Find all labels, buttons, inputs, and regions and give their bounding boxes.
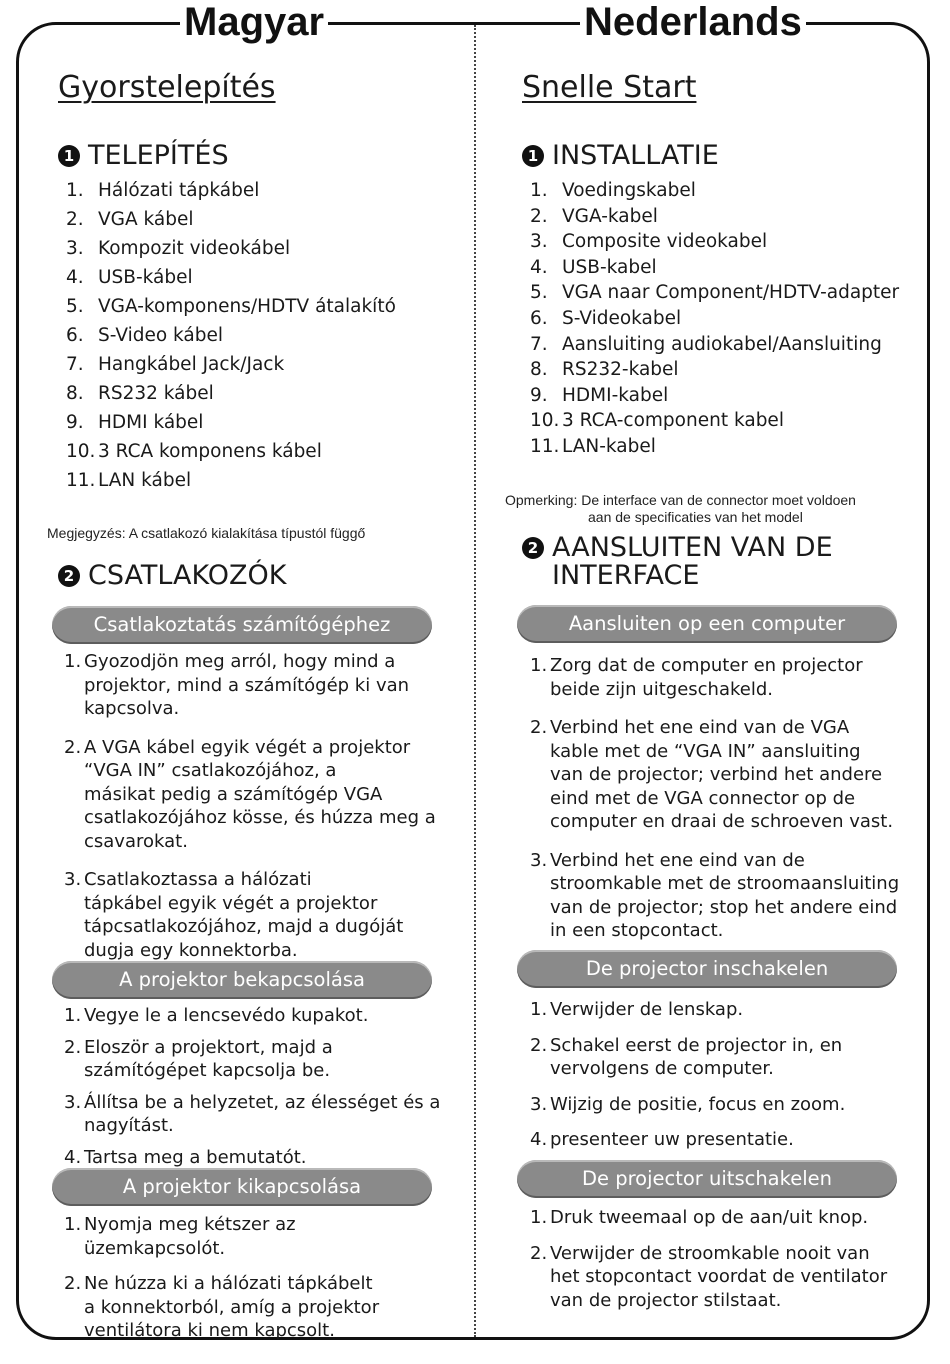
step-text-line: Állítsa be a helyzetet, az élességet és a	[84, 1091, 441, 1113]
step-number: 2.	[64, 736, 82, 758]
step-item	[530, 1242, 887, 1313]
list-item-number: 10.	[530, 410, 560, 432]
page-title: Snelle Start	[522, 70, 697, 105]
list-item-text: RS232-kabel	[562, 359, 679, 381]
list-item	[530, 180, 696, 201]
section-heading-install	[522, 142, 719, 170]
section-number-badge: 2	[522, 537, 544, 559]
list-item-text: HDMI kábel	[98, 412, 204, 433]
step-text-line: számítógépet kapcsolja be.	[84, 1060, 331, 1081]
list-item-text: S-Videokabel	[562, 308, 682, 329]
step-text	[84, 736, 436, 854]
step-text-line: Druk tweemaal op de aan/uit knop.	[550, 1207, 869, 1228]
step-text	[84, 1272, 379, 1343]
list-item-number: 7.	[66, 354, 84, 375]
step-text-line: ventilátora ki nem kapcsolt.	[84, 1320, 335, 1341]
list-item-number: 3.	[66, 238, 84, 259]
step-number: 1.	[530, 999, 548, 1020]
step-text-line: másikat pedig a számítógép VGA	[84, 783, 383, 805]
list-item	[530, 359, 679, 380]
step-number: 1.	[64, 651, 82, 672]
step-item	[530, 654, 863, 701]
step-text-line: Tartsa meg a bemutatót.	[84, 1146, 307, 1168]
list-item	[66, 441, 322, 462]
note-text-line-2: aan de specificaties van het model	[588, 509, 803, 525]
list-item	[66, 383, 214, 404]
step-item	[64, 736, 436, 854]
page-title: Gyorstelepítés	[58, 70, 276, 105]
step-item	[64, 1146, 307, 1170]
list-item-number: 4.	[66, 267, 84, 288]
list-item-number: 1.	[66, 180, 84, 201]
list-item-number: 1.	[530, 180, 548, 201]
list-item-number: 5.	[530, 282, 548, 304]
step-text	[84, 1213, 296, 1260]
step-text-line: Verbind het ene eind van de VGA	[550, 717, 850, 738]
list-item	[66, 470, 191, 491]
list-item-text: LAN-kabel	[562, 436, 656, 457]
subheading-bar-computer: Csatlakoztatás számítógéphez	[52, 606, 432, 644]
step-number: 1.	[530, 1207, 548, 1228]
step-text-line: tápcsatlakozójához, majd a dugóját	[84, 916, 404, 937]
step-text-line: csavarokat.	[84, 830, 188, 852]
list-item-text: VGA kábel	[98, 209, 194, 230]
step-item	[64, 1004, 368, 1028]
step-text	[84, 650, 409, 721]
list-item	[530, 334, 882, 355]
section-heading-connectors	[58, 562, 286, 590]
section-number-badge: 1	[522, 145, 544, 167]
step-number: 2.	[530, 1034, 548, 1056]
list-item-number: 10.	[66, 441, 96, 462]
list-item	[530, 257, 657, 278]
step-text-line: Eloször a projektort, majd a	[84, 1036, 333, 1058]
list-item-number: 6.	[530, 308, 548, 329]
list-item	[530, 385, 668, 406]
subheading-bar-power-off: A projektor kikapcsolása	[52, 1168, 432, 1206]
step-number: 3.	[64, 1091, 82, 1113]
step-number: 1.	[530, 655, 548, 676]
section-number-badge: 1	[58, 145, 80, 167]
list-item	[530, 206, 658, 227]
step-item	[64, 1036, 333, 1083]
step-item	[64, 1213, 296, 1260]
step-text-line: “VGA IN” csatlakozójához, a	[84, 760, 337, 781]
step-number: 4.	[530, 1129, 548, 1150]
step-number: 3.	[530, 1093, 548, 1115]
section-heading-text: TELEPÍTÉS	[88, 140, 229, 171]
step-text	[550, 1242, 887, 1313]
list-item-number: 6.	[66, 325, 84, 346]
step-item	[530, 849, 899, 943]
section-heading-text: INSTALLATIE	[552, 140, 719, 171]
subheading-bar-power-on: A projektor bekapcsolása	[52, 961, 432, 999]
step-text-line: van de projector; stop het andere eind	[550, 896, 898, 918]
step-number: 2.	[64, 1036, 82, 1058]
step-text-line: eind met de VGA connector op de	[550, 787, 856, 809]
step-text	[550, 849, 899, 943]
step-text	[550, 1128, 794, 1152]
step-text-line: Verbind het ene eind van de	[550, 849, 805, 871]
step-text-line: tápkábel egyik végét a projektor	[84, 892, 378, 914]
step-item	[530, 1206, 868, 1230]
step-text-line: projektor, mind a számítógép ki van	[84, 674, 410, 696]
step-text-line: computer en draai de schroeven vast.	[550, 811, 894, 832]
list-item-text: HDMI-kabel	[562, 384, 669, 406]
list-item-number: 2.	[530, 205, 548, 227]
list-item-text: VGA naar Component/HDTV-adapter	[562, 282, 900, 304]
list-item	[66, 296, 396, 317]
section-heading-interface	[522, 534, 833, 590]
list-item	[530, 231, 767, 252]
section-number-badge: 2	[58, 565, 80, 587]
step-item	[530, 716, 893, 834]
note-text-line-1: Opmerking: De interface van de connector moet voldoen	[505, 492, 856, 508]
list-item	[530, 410, 784, 431]
list-item-number: 5.	[66, 296, 84, 317]
list-item-text: S-Video kábel	[98, 325, 224, 346]
list-item-text: VGA-komponens/HDTV átalakító	[98, 296, 396, 317]
step-text-line: kable met de “VGA IN” aansluiting	[550, 740, 861, 762]
step-text-line: nagyítást.	[84, 1115, 174, 1136]
list-item-text: Kompozit videokábel	[98, 238, 291, 259]
list-item-text: Aansluiting audiokabel/Aansluiting	[562, 333, 882, 355]
subheading-bar-power-off: De projector uitschakelen	[517, 1160, 897, 1198]
step-text	[550, 654, 863, 701]
list-item-number: 7.	[530, 333, 548, 355]
step-text	[84, 1004, 368, 1028]
list-item-text: RS232 kábel	[98, 383, 214, 404]
step-number: 1.	[64, 1214, 82, 1235]
step-text-line: Csatlakoztassa a hálózati	[84, 869, 312, 890]
list-item-text: USB-kábel	[98, 267, 193, 288]
list-item-number: 9.	[66, 412, 84, 433]
step-number: 2.	[530, 1242, 548, 1264]
list-item-number: 8.	[66, 383, 84, 404]
list-item	[530, 282, 899, 303]
list-item-number: 4.	[530, 256, 548, 278]
step-text	[550, 1206, 868, 1230]
step-number: 4.	[64, 1146, 82, 1168]
language-label-hungarian: Magyar	[180, 0, 328, 44]
step-text-line: Vegye le a lencsevédo kupakot.	[84, 1005, 369, 1026]
list-item-text: Hangkábel Jack/Jack	[98, 354, 285, 375]
subheading-bar-power-on: De projector inschakelen	[517, 950, 897, 988]
list-item-number: 11.	[530, 436, 560, 457]
step-text-line: Verwijder de stroomkable nooit van	[550, 1242, 870, 1264]
step-text-line: beide zijn uitgeschakeld.	[550, 678, 773, 700]
list-item-number: 8.	[530, 359, 548, 381]
list-item-text: VGA-kabel	[562, 205, 658, 227]
step-number: 2.	[64, 1273, 82, 1294]
step-number: 1.	[64, 1005, 82, 1026]
list-item-text: Voedingskabel	[562, 180, 696, 201]
step-text-line: het stopcontact voordat de ventilator	[550, 1266, 888, 1287]
step-text-line: Wijzig de positie, focus en zoom.	[550, 1093, 846, 1115]
step-text	[84, 1091, 440, 1138]
list-item-text: USB-kabel	[562, 256, 657, 278]
step-text-line: Ne húzza ki a hálózati tápkábelt	[84, 1273, 373, 1294]
step-text-line: Nyomja meg kétszer az	[84, 1214, 296, 1235]
list-item-text: Composite videokabel	[562, 231, 768, 253]
list-item-number: 11.	[66, 470, 96, 491]
section-heading-install	[58, 142, 229, 170]
step-text-line: van de projector; verbind het andere	[550, 764, 883, 785]
step-text	[84, 868, 403, 962]
list-item-text: 3 RCA komponens kábel	[98, 441, 322, 462]
list-item	[530, 308, 681, 329]
list-item	[66, 238, 290, 259]
step-text-line: Schakel eerst de projector in, en	[550, 1034, 843, 1056]
step-text-line: dugja egy konnektorba.	[84, 939, 298, 961]
list-item	[66, 209, 194, 230]
step-text-line: van de projector stilstaat.	[550, 1289, 782, 1311]
step-text-line: a konnektorból, amíg a projektor	[84, 1296, 380, 1318]
section-heading-text: CSATLAKOZÓK	[88, 560, 287, 591]
step-item	[64, 868, 403, 962]
step-text-line: A VGA kábel egyik végét a projektor	[84, 736, 411, 758]
column-divider	[474, 25, 476, 1337]
section-heading-text-line-2: INTERFACE	[552, 560, 700, 591]
step-number: 3.	[530, 849, 548, 871]
step-text-line: in een stopcontact.	[550, 920, 724, 941]
step-text-line: kapcsolva.	[84, 698, 180, 719]
step-text-line: Verwijder de lenskap.	[550, 999, 744, 1020]
step-text-line: vervolgens de computer.	[550, 1058, 774, 1079]
step-text	[550, 1093, 845, 1117]
list-item-number: 3.	[530, 231, 548, 253]
language-label-dutch: Nederlands	[580, 0, 806, 44]
step-text-line: Zorg dat de computer en projector	[550, 655, 863, 676]
list-item	[66, 354, 284, 375]
list-item	[66, 267, 193, 288]
step-text-line: üzemkapcsolót.	[84, 1237, 226, 1259]
step-text-line: stroomkable met de stroomaansluiting	[550, 873, 900, 894]
step-item	[530, 998, 743, 1022]
note-text: Megjegyzés: A csatlakozó kialakítása típustól függő	[47, 525, 366, 541]
step-item	[530, 1128, 794, 1152]
step-text	[84, 1036, 333, 1083]
step-text-line: Gyozodjön meg arról, hogy mind a	[84, 651, 396, 672]
step-text-line: presenteer uw presentatie.	[550, 1129, 794, 1150]
list-item	[530, 436, 656, 457]
list-item-number: 9.	[530, 384, 548, 406]
list-item-text: Hálózati tápkábel	[98, 180, 260, 201]
step-item	[530, 1093, 845, 1117]
step-text	[550, 716, 893, 834]
list-item	[66, 180, 259, 201]
list-item	[66, 412, 203, 433]
list-item	[66, 325, 223, 346]
step-item	[64, 1272, 379, 1343]
section-heading-text-line-1: AANSLUITEN VAN DE	[552, 532, 833, 563]
step-text	[84, 1146, 307, 1170]
step-text	[550, 998, 743, 1022]
step-text	[550, 1034, 842, 1081]
list-item-text: LAN kábel	[98, 470, 192, 491]
subheading-bar-computer: Aansluiten op een computer	[517, 605, 897, 643]
step-item	[64, 1091, 440, 1138]
step-number: 3.	[64, 869, 82, 890]
list-item-text: 3 RCA-component kabel	[562, 410, 784, 432]
step-text-line: csatlakozójához kösse, és húzza meg a	[84, 807, 436, 828]
step-item	[530, 1034, 842, 1081]
list-item-number: 2.	[66, 209, 84, 230]
step-item	[64, 650, 409, 721]
step-number: 2.	[530, 717, 548, 738]
